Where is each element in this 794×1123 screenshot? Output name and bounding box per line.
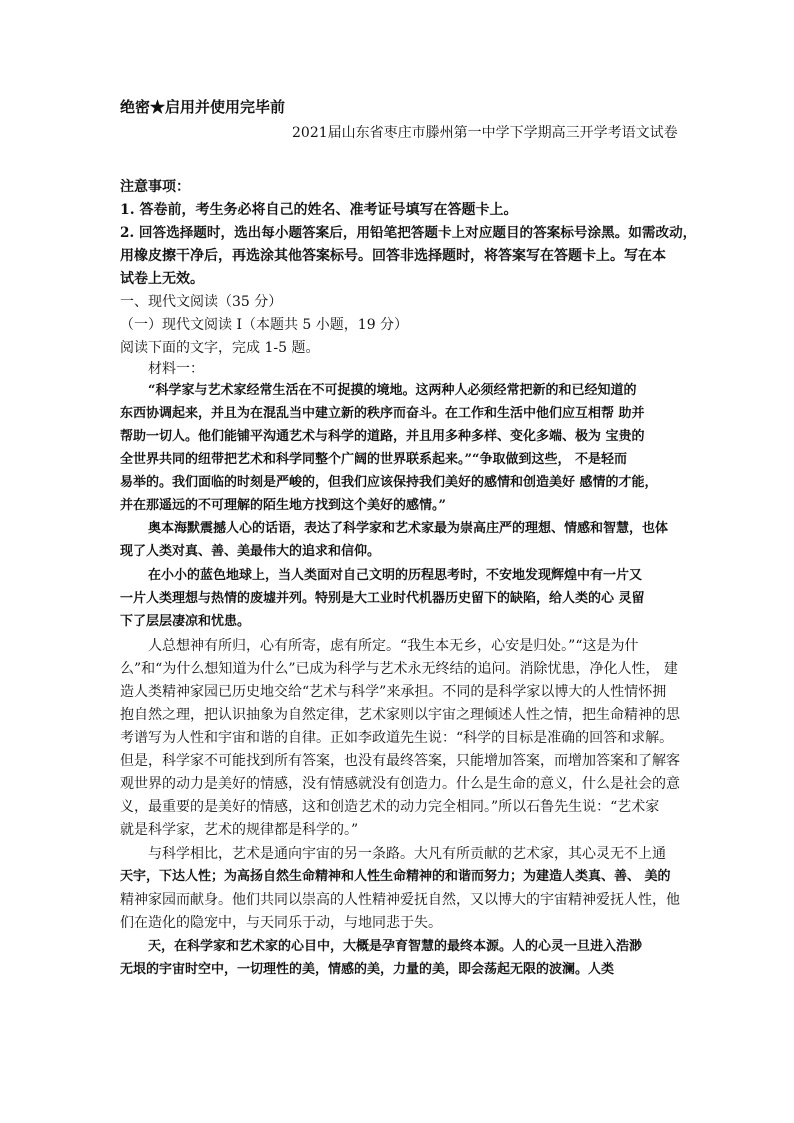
passage-line: 们在造化的隐宠中，与天同乐于动，与地同悲于失。 bbox=[120, 915, 442, 931]
passage-line: “科学家与艺术家经常生活在不可捉摸的境地。这两种人必须经常把新的和已经知道的 bbox=[148, 383, 637, 398]
section-heading: 一、现代文阅读（35 分） bbox=[120, 294, 283, 310]
exam-title: 2021届山东省枣庄市滕州第一中学下学期高三开学考语文试卷 bbox=[292, 125, 678, 141]
passage-line: 抱自然之理，把认识抽象为自然定律，艺术家则以宇宙之理倾述人性之情，把生命精神的思 bbox=[120, 707, 680, 723]
passage-line: 精神家园而献身。他们共同以崇高的人性精神爱抚自然，又以博大的宇宙精神爱抚人性，他 bbox=[120, 892, 680, 908]
passage-line: 天宇，下达人性；为高扬自然生命精神和人性生命精神的和谐而努力；为建造人类真、善、 美的 bbox=[120, 869, 671, 884]
passage-line: 现了人类对真、善、美最伟大的追求和信仰。 bbox=[120, 544, 381, 559]
passage-line: 无垠的宇宙时空中，一切理性的美，情感的美，力量的美，即会荡起无限的波澜。人类 bbox=[120, 962, 615, 977]
notice-item-1: 1. 答卷前，考生务必将自己的姓名、准考证号填写在答题卡上。 bbox=[120, 202, 518, 218]
passage-line: 下了层层凄凉和忧患。 bbox=[120, 614, 251, 629]
passage-line: 天，在科学家和艺术家的心目中，大概是孕育智慧的最终本源。人的心灵一旦进入浩渺 bbox=[148, 939, 643, 954]
passage-line: 造人类精神家园已历史地交给“艺术与科学”来承担。不同的是科学家以博大的人性情怀拥 bbox=[120, 684, 667, 700]
passage-line: 人总想神有所归，心有所寄，虑有所定。“我生本无乡，心安是归处。”“这是为什 bbox=[148, 638, 639, 654]
passage-line: 并在那遥远的不可理解的陌生地方找到这个美好的感情。” bbox=[120, 498, 446, 513]
notice-item-2-line-2: 用橡皮擦干净后，再选涂其他答案标号。回答非选择题时，将答案写在答题卡上。写在本 bbox=[120, 248, 666, 264]
subsection-heading: （一）现代文阅读 I（本题共 5 小题，19 分） bbox=[120, 317, 409, 333]
passage-line: 奥本海默震撼人心的话语，表达了科学家和艺术家最为崇高庄严的理想、情感和智慧，也体 bbox=[148, 521, 669, 536]
material-label: 材料一： bbox=[148, 361, 204, 377]
passage-line: 东西协调起来，并且为在混乱当中建立新的秩序而奋斗。在工作和生活中他们应互相帮 助并 bbox=[120, 406, 645, 421]
reading-instruction: 阅读下面的文字，完成 1-5 题。 bbox=[120, 340, 320, 356]
notice-heading: 注意事项： bbox=[120, 179, 190, 195]
passage-line: 观世界的动力是美好的情感，没有情感就没有创造力。什么是生命的意义，什么是社会的意 bbox=[120, 776, 680, 792]
passage-line: 但是，科学家不可能找到所有答案，也没有最终答案，只能增加答案，而增加答案和了解客 bbox=[120, 753, 680, 769]
notice-item-2-line-1: 2. 回答选择题时，选出每小题答案后，用铅笔把答题卡上对应题目的答案标号涂黑。如需改动， bbox=[120, 225, 697, 241]
passage-line: 考谱写为人性和宇宙和谐的自律。正如李政道先生说：“科学的目标是准确的回答和求解。 bbox=[120, 730, 674, 746]
passage-line: 就是科学家，艺术的规律都是科学的。” bbox=[120, 822, 359, 838]
notice-item-2-line-3: 试卷上无效。 bbox=[120, 271, 204, 287]
passage-line: 在小小的蓝色地球上，当人类面对自己文明的历程思考时，不安地发现辉煌中有一片又 bbox=[148, 568, 643, 583]
passage-line: 帮助一切人。他们能铺平沟通艺术与科学的道路，并且用多种多样、变化多端、极为 宝贵的 bbox=[120, 429, 645, 444]
secret-label: 绝密★启用并使用完毕前 bbox=[120, 98, 286, 116]
passage-line: 义，最重要的是美好的情感，这和创造艺术的动力完全相同。”所以石鲁先生说：“艺术家 bbox=[120, 799, 660, 815]
passage-line: 易举的。我们面临的时刻是严峻的，但我们应该保持我们美好的感情和创造美好 感情的才能， bbox=[120, 475, 658, 490]
passage-line: 么”和“为什么想知道为什么”已成为科学与艺术永无终结的追问。消除忧患，净化人性， 建 bbox=[120, 661, 678, 677]
passage-line: 一片人类理想与热情的废墟并列。特别是大工业时代机器历史留下的缺陷，给人类的心 灵留 bbox=[120, 591, 645, 606]
passage-line: 全世界共同的纽带把艺术和科学同整个广阔的世界联系起来。”“争取做到这些， 不是轻而 bbox=[120, 452, 627, 467]
passage-line: 与科学相比，艺术是通向宇宙的另一条路。大凡有所贡献的艺术家，其心灵无不上通 bbox=[148, 846, 666, 862]
